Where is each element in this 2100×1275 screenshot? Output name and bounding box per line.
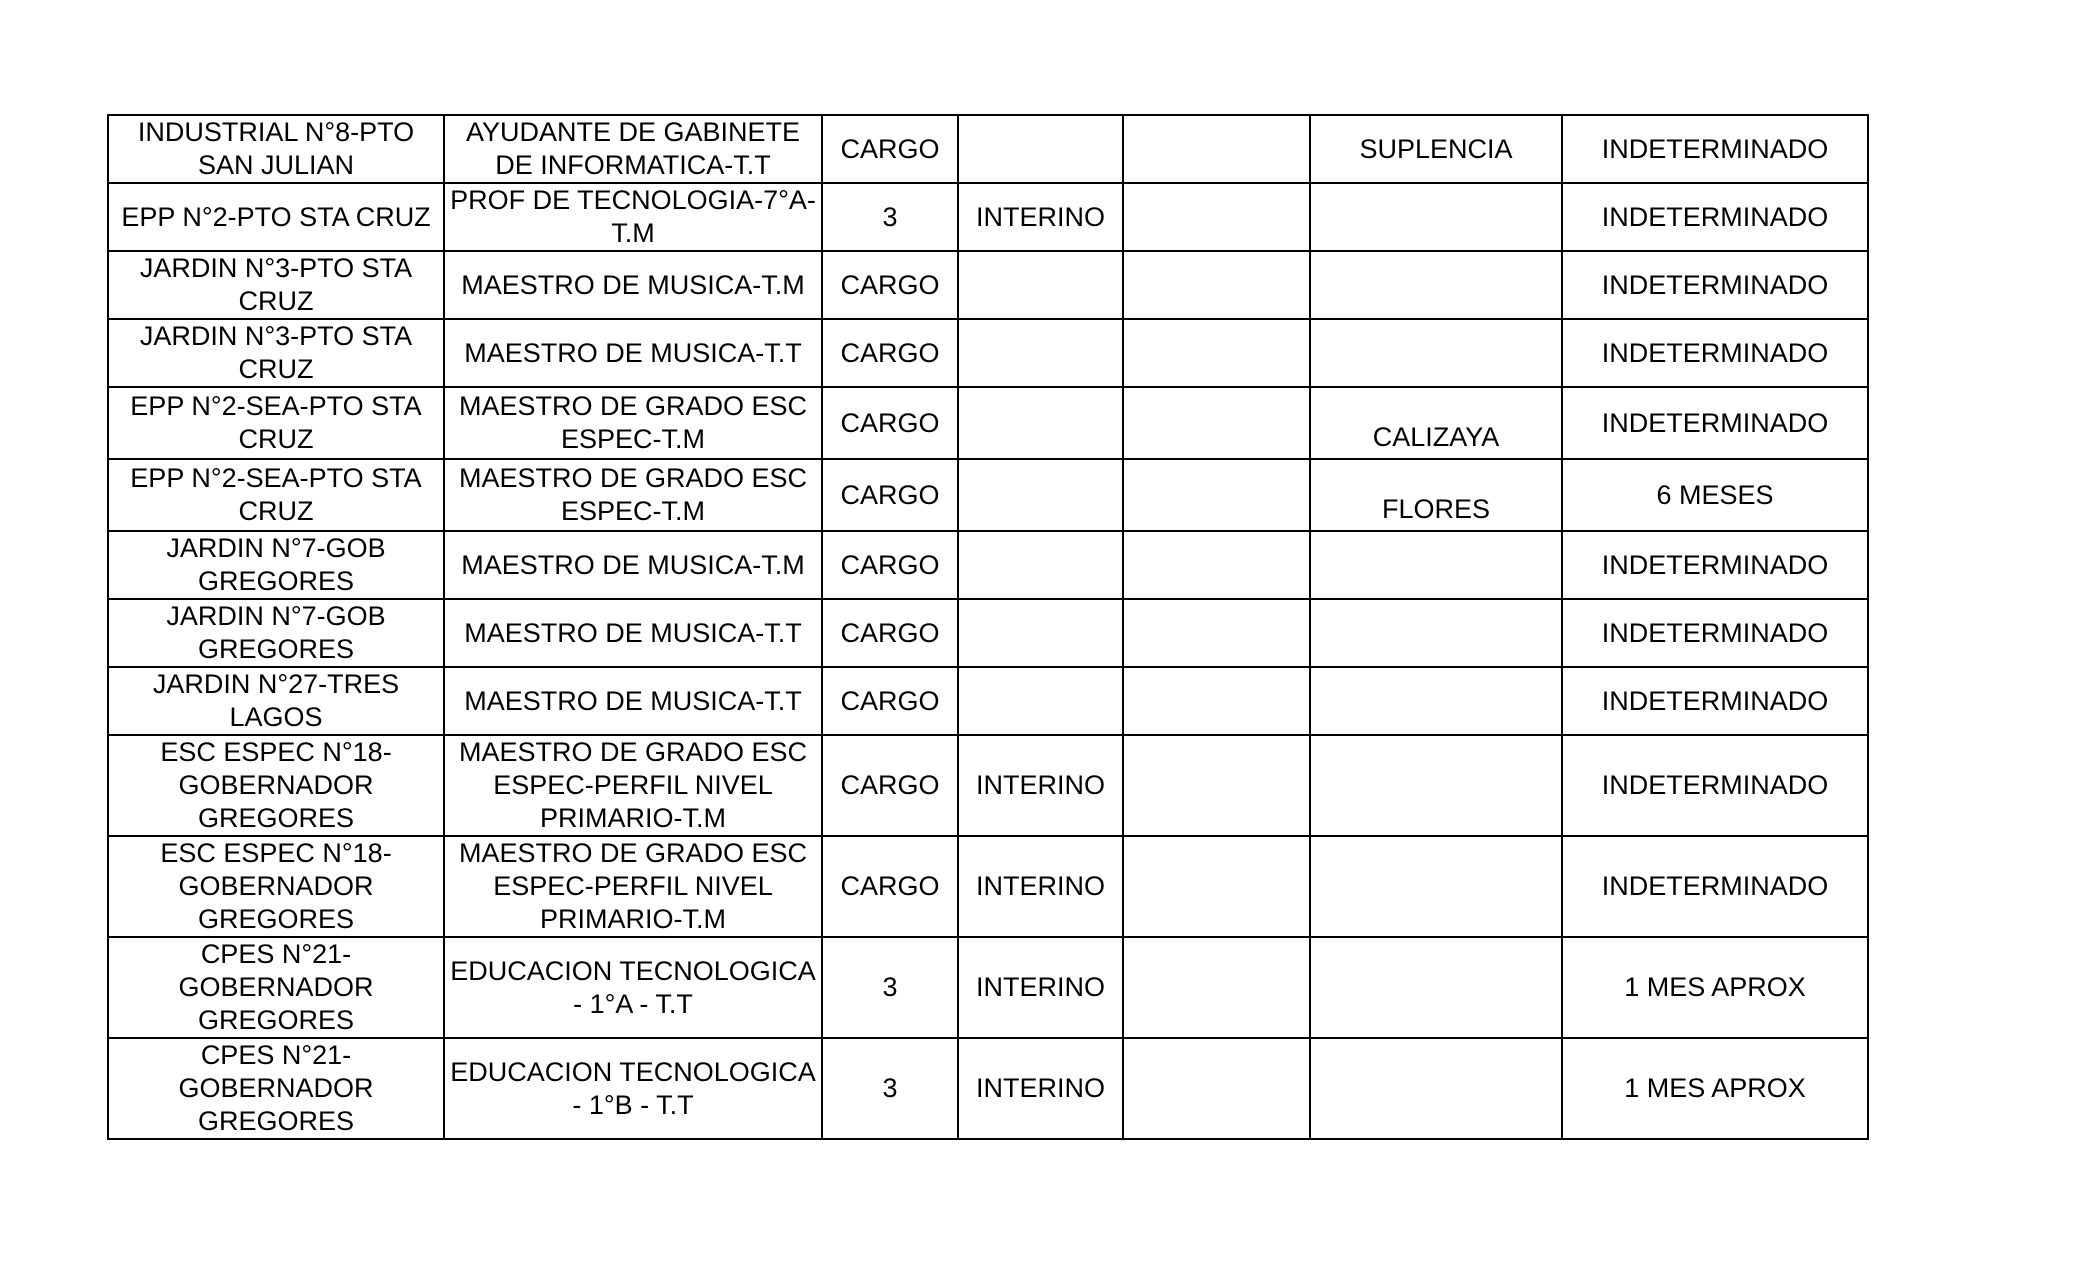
note-cell: CALIZAYA [1310,387,1562,459]
position-cell: MAESTRO DE MUSICA-T.M [444,531,822,599]
blank-cell [1123,937,1310,1038]
table-row [108,387,1868,459]
blank-cell [1123,183,1310,251]
blank-cell [1123,459,1310,531]
note-cell [1310,1038,1562,1139]
duration-cell: 1 MES APROX [1562,1038,1868,1139]
school-cell: JARDIN N°7-GOB GREGORES [108,599,444,667]
blank-cell [1123,387,1310,459]
position-cell: MAESTRO DE GRADO ESC ESPEC-T.M [444,459,822,531]
blank-cell [1123,735,1310,836]
duration-cell: 1 MES APROX [1562,937,1868,1038]
status-cell: INTERINO [958,836,1123,937]
table-row [108,531,1868,599]
status-cell [958,599,1123,667]
school-cell: JARDIN N°27-TRES LAGOS [108,667,444,735]
document-page [107,114,1869,1140]
school-cell: JARDIN N°3-PTO STA CRUZ [108,251,444,319]
position-cell: AYUDANTE DE GABINETE DE INFORMATICA-T.T [444,115,822,183]
school-cell: ESC ESPEC N°18-GOBERNADOR GREGORES [108,836,444,937]
duration-cell: INDETERMINADO [1562,115,1868,183]
position-cell: MAESTRO DE GRADO ESC ESPEC-T.M [444,387,822,459]
table-row [108,836,1868,937]
note-cell [1310,735,1562,836]
note-cell [1310,599,1562,667]
hours-cell: 3 [822,183,958,251]
blank-cell [1123,251,1310,319]
duration-cell: INDETERMINADO [1562,531,1868,599]
position-cell: EDUCACION TECNOLOGICA - 1°A - T.T [444,937,822,1038]
note-cell [1310,183,1562,251]
duration-cell: 6 MESES [1562,459,1868,531]
school-cell: EPP N°2-PTO STA CRUZ [108,183,444,251]
table-row [108,735,1868,836]
note-cell: SUPLENCIA [1310,115,1562,183]
hours-cell: 3 [822,1038,958,1139]
blank-cell [1123,319,1310,387]
school-cell: JARDIN N°7-GOB GREGORES [108,531,444,599]
status-cell [958,115,1123,183]
blank-cell [1123,115,1310,183]
status-cell [958,251,1123,319]
position-cell: MAESTRO DE GRADO ESC ESPEC-PERFIL NIVEL PRIMARIO-T.M [444,735,822,836]
position-cell: PROF DE TECNOLOGIA-7°A-T.M [444,183,822,251]
hours-cell: CARGO [822,251,958,319]
table-row [108,251,1868,319]
table-row [108,599,1868,667]
table-row [108,1038,1868,1139]
duration-cell: INDETERMINADO [1562,836,1868,937]
status-cell: INTERINO [958,183,1123,251]
table-row [108,667,1868,735]
table-row [108,937,1868,1038]
position-cell: MAESTRO DE MUSICA-T.T [444,599,822,667]
duration-cell: INDETERMINADO [1562,319,1868,387]
duration-cell: INDETERMINADO [1562,251,1868,319]
status-cell [958,387,1123,459]
status-cell [958,667,1123,735]
note-cell [1310,319,1562,387]
school-cell: CPES N°21-GOBERNADOR GREGORES [108,1038,444,1139]
hours-cell: CARGO [822,459,958,531]
position-cell: MAESTRO DE GRADO ESC ESPEC-PERFIL NIVEL PRIMARIO-T.M [444,836,822,937]
note-cell [1310,531,1562,599]
status-cell [958,319,1123,387]
school-cell: CPES N°21-GOBERNADOR GREGORES [108,937,444,1038]
school-cell: ESC ESPEC N°18-GOBERNADOR GREGORES [108,735,444,836]
duration-cell: INDETERMINADO [1562,183,1868,251]
hours-cell: CARGO [822,115,958,183]
duration-cell: INDETERMINADO [1562,387,1868,459]
table-row [108,183,1868,251]
table-row [108,459,1868,531]
position-cell: MAESTRO DE MUSICA-T.M [444,251,822,319]
hours-cell: 3 [822,937,958,1038]
blank-cell [1123,599,1310,667]
vacancies-table [107,114,1869,1140]
hours-cell: CARGO [822,319,958,387]
school-cell: INDUSTRIAL N°8-PTO SAN JULIAN [108,115,444,183]
blank-cell [1123,1038,1310,1139]
hours-cell: CARGO [822,667,958,735]
duration-cell: INDETERMINADO [1562,735,1868,836]
note-cell [1310,836,1562,937]
duration-cell: INDETERMINADO [1562,667,1868,735]
status-cell: INTERINO [958,735,1123,836]
hours-cell: CARGO [822,836,958,937]
school-cell: JARDIN N°3-PTO STA CRUZ [108,319,444,387]
note-cell [1310,251,1562,319]
duration-cell: INDETERMINADO [1562,599,1868,667]
note-cell: FLORES [1310,459,1562,531]
position-cell: EDUCACION TECNOLOGICA - 1°B - T.T [444,1038,822,1139]
blank-cell [1123,836,1310,937]
note-cell [1310,937,1562,1038]
table-row [108,115,1868,183]
blank-cell [1123,531,1310,599]
status-cell: INTERINO [958,937,1123,1038]
position-cell: MAESTRO DE MUSICA-T.T [444,319,822,387]
hours-cell: CARGO [822,599,958,667]
status-cell: INTERINO [958,1038,1123,1139]
status-cell [958,531,1123,599]
hours-cell: CARGO [822,531,958,599]
school-cell: EPP N°2-SEA-PTO STA CRUZ [108,387,444,459]
status-cell [958,459,1123,531]
hours-cell: CARGO [822,735,958,836]
position-cell: MAESTRO DE MUSICA-T.T [444,667,822,735]
blank-cell [1123,667,1310,735]
school-cell: EPP N°2-SEA-PTO STA CRUZ [108,459,444,531]
note-cell [1310,667,1562,735]
hours-cell: CARGO [822,387,958,459]
table-row [108,319,1868,387]
